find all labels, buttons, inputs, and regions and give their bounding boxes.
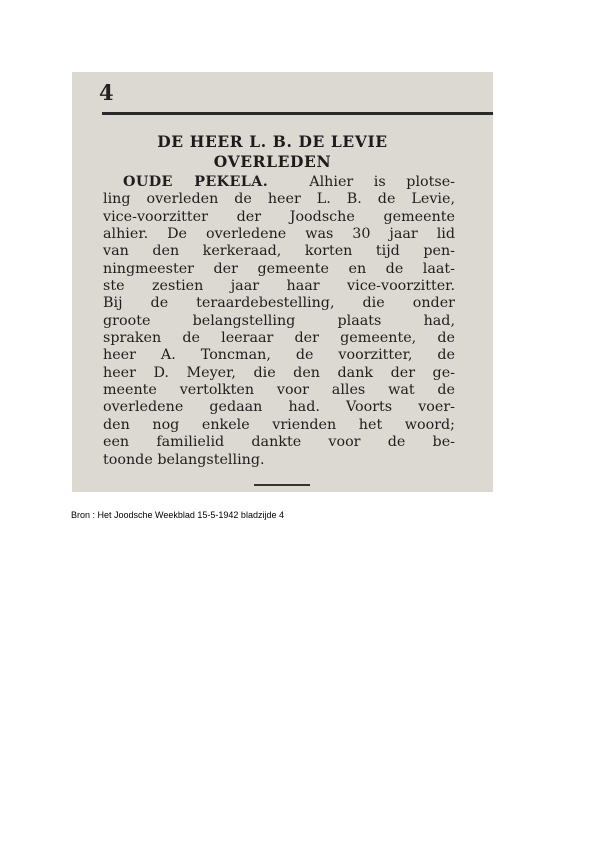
article-line: van den kerkeraad, korten tijd pen- [103, 243, 455, 260]
article-line: alhier. De overledene was 30 jaar lid [103, 226, 455, 243]
headline-line: OVERLEDEN [213, 152, 332, 171]
article-line: Bij de teraardebestelling, die onder [103, 295, 455, 312]
article-line: den nog enkele vrienden het woord; [103, 416, 455, 433]
article-line: heer A. Toncman, de voorzitter, de [103, 347, 455, 364]
source-caption: Bron : Het Joodsche Weekblad 15-5-1942 bladzijde 4 [71, 510, 284, 520]
article-line: heer D. Meyer, die den dank der ge- [103, 364, 455, 381]
dateline: OUDE PEKELA. [123, 174, 269, 190]
article-body [103, 174, 455, 469]
article-line: ste zestien jaar haar vice-voorzitter. [103, 278, 455, 295]
newspaper-clipping [72, 72, 493, 492]
end-rule [254, 484, 310, 486]
article-line: een familielid dankte voor de be- [103, 434, 455, 451]
article-line: toonde belangstelling. [103, 451, 265, 468]
article-line: spraken de leeraar der gemeente, de [103, 330, 455, 347]
article-line: groote belangstelling plaats had, [103, 312, 455, 329]
page-number: 4 [99, 80, 114, 105]
headline-line: DE HEER L. B. DE LEVIE [157, 132, 388, 151]
article-line [103, 174, 455, 191]
top-rule [102, 112, 493, 115]
headline [92, 132, 453, 172]
article-line: overledene gedaan had. Voorts voer- [103, 399, 455, 416]
article-line: vice-voorzitter der Joodsche gemeente [103, 208, 455, 225]
article-line: ling overleden de heer L. B. de Levie, [103, 191, 455, 208]
article-line-text: Alhier is plotse- [309, 174, 455, 190]
article-line: meente vertolkten voor alles wat de [103, 382, 455, 399]
article-line: ningmeester der gemeente en de laat- [103, 260, 455, 277]
